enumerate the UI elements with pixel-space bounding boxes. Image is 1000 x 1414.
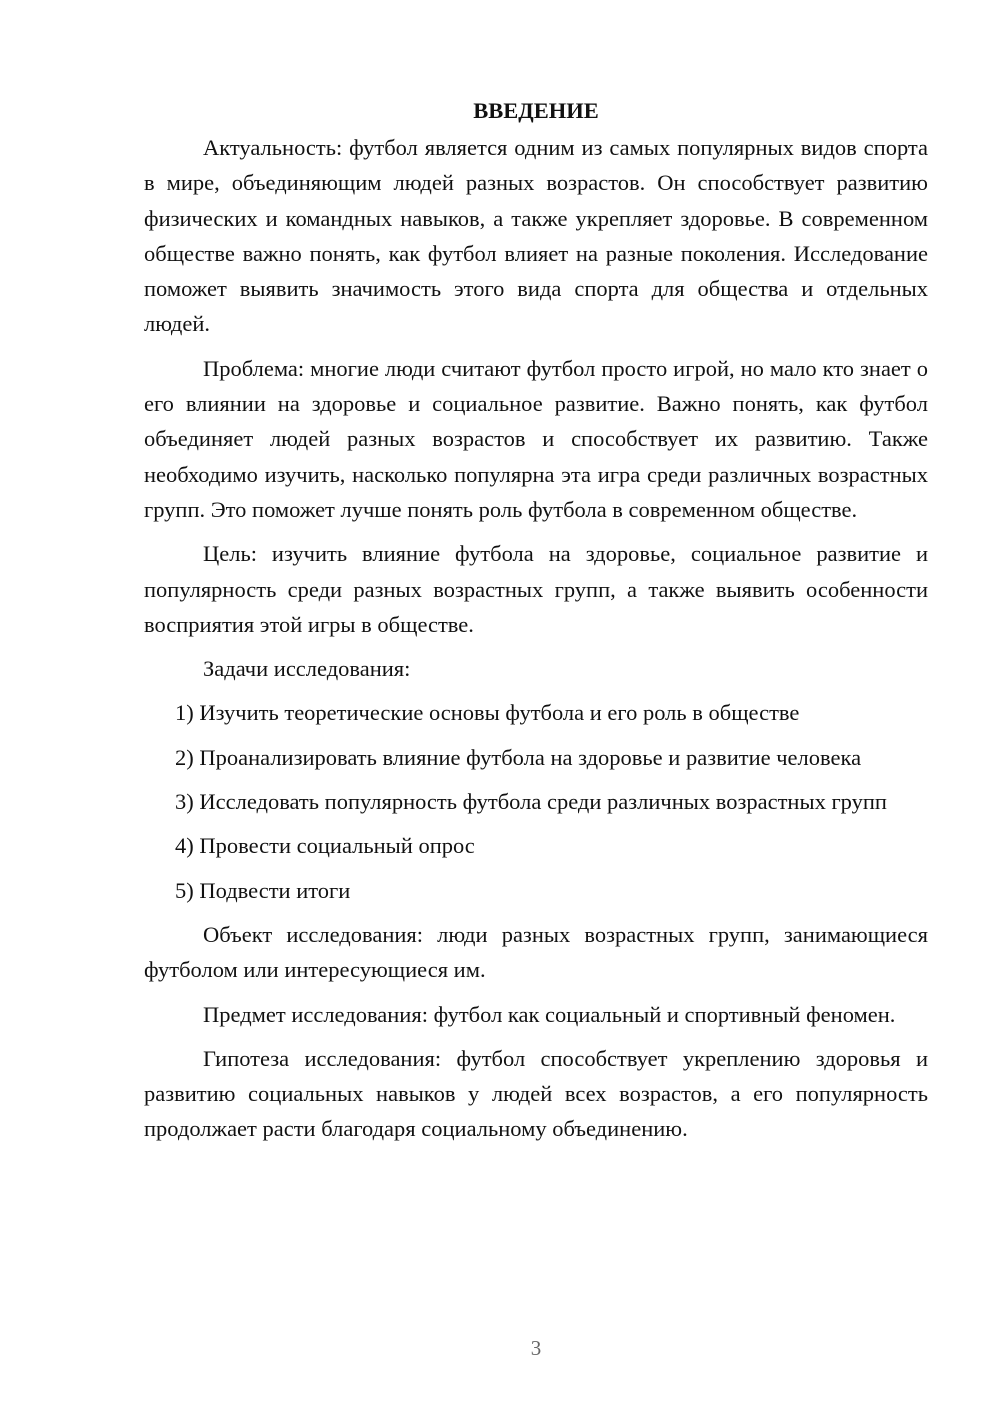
task-item: 4) Провести социальный опрос (175, 833, 475, 859)
page-content (144, 93, 928, 1147)
paragraph-subject: Предмет исследования: футбол как социальный и спортивный феномен. (203, 1001, 896, 1027)
paragraph-relevance: Актуальность: футбол является одним из самых популярных видов спорта в мире, объединяющим людей разных возрастов. Он способствует развитию физических и командных навыков, а также укрепляет здоровье. В современном обществе важно понять, как футбол влияет на разные поколения. Исследование поможет выявить значимость этого вида спорта для общества и отдельных людей. (144, 135, 928, 337)
paragraph-problem: Проблема: многие люди считают футбол просто игрой, но мало кто знает о его влиянии на здоровье и социальное развитие. Важно понять, как футбол объединяет людей разных возрастов и способствует их развитию. Также необходимо изучить, насколько популярна эта игра среди различных возрастных групп. Это поможет лучше понять роль футбола в современном обществе. (144, 355, 928, 522)
tasks-list (144, 695, 928, 907)
page-title: ВВЕДЕНИЕ (473, 98, 599, 123)
page-number: 3 (530, 1336, 542, 1360)
tasks-heading: Задачи исследования: (203, 656, 411, 682)
task-item: 3) Исследовать популярность футбола среди различных возрастных групп (175, 789, 887, 815)
task-item: 2) Проанализировать влияние футбола на здоровье и развитие человека (175, 744, 862, 770)
paragraph-hypothesis: Гипотеза исследования: футбол способствует укреплению здоровья и развитию социальных навыков у людей всех возрастов, а его популярность продолжает расти благодаря социальному объединению. (144, 1045, 928, 1142)
task-item: 1) Изучить теоретические основы футбола и его роль в обществе (175, 700, 800, 726)
task-item: 5) Подвести итоги (175, 877, 351, 903)
paragraph-goal: Цель: изучить влияние футбола на здоровье, социальное развитие и популярность среди разных возрастных групп, а также выявить особенности восприятия этой игры в обществе. (144, 541, 928, 637)
paragraph-object: Объект исследования: люди разных возрастных групп, занимающиеся футболом или интересующиеся им. (144, 921, 928, 983)
